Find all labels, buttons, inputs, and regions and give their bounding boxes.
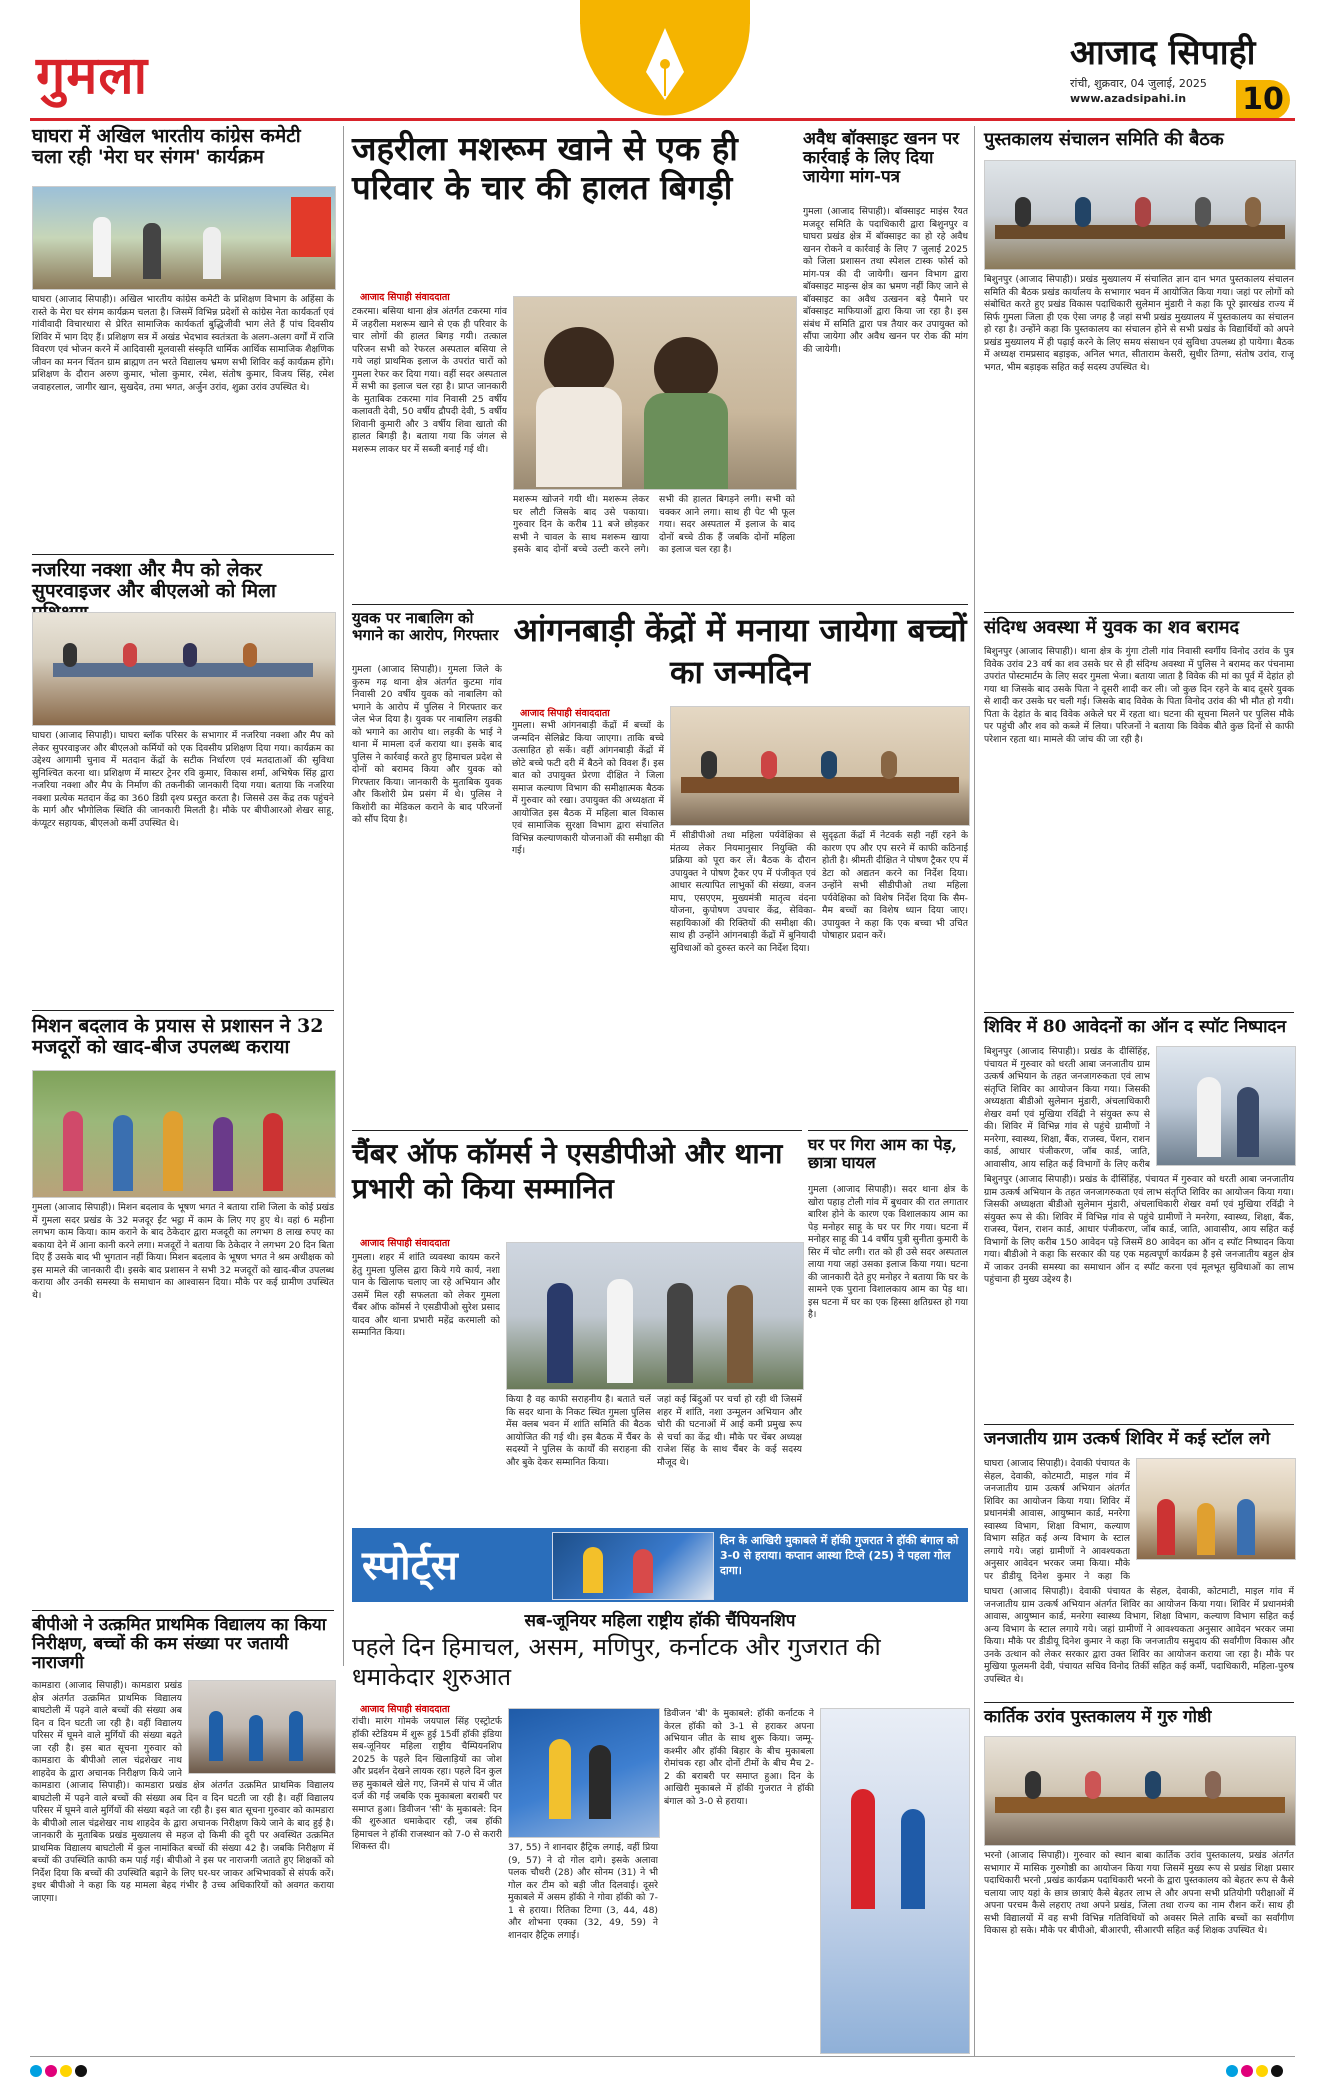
feature-headline: चैंबर ऑफ कॉमर्स ने एसडीपीओ और थाना प्रभारी को किया सम्मानित — [352, 1137, 783, 1205]
column-rule — [343, 126, 344, 1666]
story-headline: शिविर में 80 आवेदनों का ऑन द स्पॉट निष्पादन — [984, 1017, 1287, 1037]
story-body: गुमला (आजाद सिपाही)। सदर थाना क्षेत्र के खोरा पहाड़ टोली गांव में बुधवार की रात लगातार बारिश होने के कारण एक विशालकाय आम का पेड़ मनोहर साहू के घर पर गिर गया। घटना में मनोहर साहू की 14 वर्षीय पुत्री सुनीता कुमारी के सिर में चोट लगी। रात को ही उसे सदर अस्पताल लाया गया जहां उसका इलाज किया गया। घटना की जानकारी देते हुए मनोहर ने बताया कि घर के सामने एक पुराना विशालकाय आम का पेड़ था। इस घटना में घर का एक हिस्सा क्षतिग्रस्त हो गया है। — [808, 1184, 968, 1321]
felicitation-photo — [506, 1242, 804, 1390]
registration-marks-right — [1226, 2062, 1286, 2081]
story-body: बिशुनपुर (आजाद सिपाही)। थाना क्षेत्र के गुंगा टोली गांव निवासी स्वर्गीय विनोद उरांव के पुत्र विवेक उरांव 23 वर्ष का शव उसके घर से ही संदिग्ध अवस्था में पुलिस ने बरामद कर पंचनामा उपरांत पोस्टमार्टम के लिए सदर गुमला भेजा। बताया जाता है विवेक की मां का पूर्व में देहांत हो गया था जिसके बाद उसके पिता ने दूसरी शादी कर ली। जो कुछ दिन रहने के बाद दूसरे युवक से शादी कर उसके घर चली गई। जिसके बाद विवेक के पिता विनोद उरांव की भी मौत हो गयी। पिता के देहांत के बाद विवेक अकेले घर में रहता था। घटना की सूचना मिलने पर पुलिस मौके पर पहुंची और शव को कब्जे में लिया। परिजनों ने बताया कि विवेक बीते कुछ दिनों से काफी परेशान रहता था। मामले की जांच की जा रही है। — [984, 646, 1294, 745]
story-headline: कार्तिक उरांव पुस्तकालय में गुरु गोष्ठी — [984, 1707, 1212, 1727]
story-divider — [352, 604, 968, 605]
story-photo — [984, 160, 1296, 270]
sports-kicker: सब-जूनियर महिला राष्ट्रीय हॉकी चैंपियनशिप — [524, 1611, 796, 1631]
story-photo — [188, 1680, 336, 1774]
story-body: गुमला (आजाद सिपाही)। मिशन बदलाव के भूषण भगत ने बताया राशि जिला के कोई प्रखंड में गुमला सदर प्रखंड के 32 मजदूर ईंट भट्ठा में काम के लिए गए हुए थे। वहां 6 महीना लगभग काम किया। काम कराने के बाद ठेकेदार द्वारा मजदूरी का लगभग 8 लाख रुपए का बकाया देने में आना कानी करने लगा। मजदूरों ने बताया कि ठेकेदार ने लगभग 20 दिन बिता दिए हैं उसके बाद भी भुगतान नहीं किया। मिशन बदलाव के भूषण भगत ने श्रम अधीक्षक को इस मामले की जानकारी दी। इसके बाद प्रशासन ने सभी 32 मजदूरों को खाद-बीज उपलब्ध कराया और उनकी समस्या के समाधान का आश्वासन दिया। मौके पर कई ग्रामीण उपस्थित थे। — [32, 1202, 334, 1301]
story-body-continued: कामडारा (आजाद सिपाही)। कामडारा प्रखंड क्षेत्र अंतर्गत उत्क्रमित प्राथमिक विद्यालय बाघटोली में पढ़ने वाले बच्चों की संख्या अब दिन व दिन घटती जा रही है। वहीं विद्यालय परिसर में घूमने वाले मुर्गियों की संख्या बढ़ते जा रही है। इस बात सूचना गुरुवार को कामडारा के बीपीओ लाल चंद्रशेखर नाथ शाहदेव के द्वारा अचानक निरीक्षण किये जाने के बाद हुई है। जानकारी के मुताबिक प्रखंड मुख्यालय से महज दो किमी की दूरी पर अवस्थित उत्क्रमित प्राथमिक विद्यालय बाघटोली में कुल नामांकित बच्चों की संख्या 42 है। जबकि निरीक्षण में बच्चों की उपस्थिति काफी कम पाई गई। बीपीओ ने इस पर नाराजगी जताते हुए शिक्षकों को निर्देश दिया कि बच्चों की उपस्थिति बढ़ाने के लिए घर-घर जाकर अभिभावकों से संपर्क करें। इधर बीपीओ ने कहा कि यह मामला बेहद गंभीर है उच्च अधिकारियों को अवगत कराया जाएगा। — [32, 1780, 334, 1904]
story-headline: युवक पर नाबालिग को भगाने का आरोप, गिरफ्तार — [352, 609, 499, 644]
story-body-continued: डिवीजन 'बी' के मुकाबले: हॉकी कर्नाटक ने केरल हॉकी को 3-1 से हराकर अपना अभियान जीत के साथ शुरू किया। जम्मू-कश्मीर और हॉकी बिहार के बीच मुकाबला रोमांचक रहा और दोनों टीमों के बीच मैच 2-2 की बराबरी पर समाप्त हुआ। दिन के आखिरी मुकाबले में हॉकी गुजरात ने हॉकी बंगाल को 3-0 से हराया। — [664, 1708, 814, 1807]
story-photo — [32, 186, 336, 290]
pen-nib-emblem — [580, 0, 750, 118]
story-body: गुमला (आजाद सिपाही)। गुमला जिले के कुरुम गढ़ थाना क्षेत्र अंतर्गत कुटमा गांव निवासी 20 वर्षीय युवक को नाबालिग को भगाने के आरोप में पुलिस ने गिरफ्तार कर जेल भेज दिया है। युवक पर नाबालिग लड़की को भगाने का आरोप था। लड़की के भाई ने थाना में मामला दर्ज कराया था। इसके बाद पुलिस ने कार्रवाई करते हुए हिमाचल प्रदेश से दोनों को बरामद किया और युवक को गिरफ्तार किया। जानकारी के मुताबिक युवक और किशोरी प्रेम प्रसंग में थे। पुलिस ने किशोरी का मेडिकल कराने के बाद परिजनों को सौंप दिया है। — [352, 664, 502, 826]
column-rule — [974, 126, 975, 2056]
story-body: गुमला। शहर में शांति व्यवस्था कायम करने हेतु गुमला पुलिस द्वारा किये गये कार्य, नशा पान के खिलाफ चलाए जा रहे अभियान और उसमें मिल रही सफलता को लेकर गुमला चैंबर ऑफ कॉमर्स ने एसडीपीओ सुरेश प्रसाद यादव और थाना प्रभारी महेंद्र करमाली को सम्मानित किया। — [352, 1252, 500, 1339]
story-headline: अवैध बॉक्साइट खनन पर कार्रवाई के लिए दिया जायेगा मांग-पत्र — [803, 129, 960, 188]
story-photo — [984, 1736, 1296, 1846]
story-divider — [984, 1702, 1294, 1703]
story-headline: जनजातीय ग्राम उत्कर्ष शिविर में कई स्टॉल लगे — [984, 1429, 1270, 1449]
story-divider — [32, 1010, 334, 1011]
meeting-photo — [670, 706, 970, 826]
story-headline: नजरिया नक्शा और मैप को लेकर सुपरवाइजर और बीएलओ को मिला — [32, 559, 276, 603]
story-body-continued: बिशुनपुर (आजाद सिपाही)। प्रखंड के दीसिंहिंह, पंचायत में गुरुवार को धरती आबा जनजातीय ग्राम उत्कर्ष अभियान के तहत जनजागरुकता एवं लाभ संतृप्ति शिविर का आयोजन किया गया। जिसकी अध्यक्षता बीडीओ सुलेमान मुंडारी, अंचलाधिकारी शेखर वर्मा एवं मुखिया रविंद्री ने संयुक्त रूप से की। शिविर में विभिन्न गांव से पहुंचे ग्रामीणों ने मनरेगा, स्वास्थ्य, शिक्षा, बैंक, राजस्व, पेंशन, राशन कार्ड, आधार पंजीकरण, जॉब कार्ड, जाति, आवासीय, आय सहित कई विभागों के लिए करीब 150 आवेदन पड़े जिसमें 80 आवेदन का ऑन द स्पॉट निष्पादन किया गया। बीडीओ ने कहा कि सरकार की यह एक महत्वपूर्ण कार्यक्रम है इसे जनजातीय बहुल क्षेत्र में जाकर उनकी समस्या का समाधान ऑन द स्पॉट करना एवं मूलभूत सुविधाओं का लाभ पहुंचाना ही मुख्य उद्देश्य है। — [984, 1174, 1294, 1286]
story-headline: संदिग्ध अवस्था में युवक का शव बरामद — [984, 617, 1240, 638]
story-body-continued: घाघरा (आजाद सिपाही)। देवाकी पंचायत के सेहल, देवाकी, कोटमाटी, माइल गांव में जनजातीय ग्राम उत्कर्ष अभियान अंतर्गत शिविर का आयोजन किया गया। शिविर में प्रधानमंत्री आवास, आयुष्मान कार्ड, मनरेगा स्वास्थ्य विभाग, शिक्षा विभाग, कल्याण विभाग सहित कई अन्य विभाग के स्टाल लगाये गये। जहां ग्रामीणों ने आवश्यकता अनुसार आवेदन भरकर जमा किया। मौके पर डीडीयू दिनेश कुमार ने कहा कि जनजातीय समुदाय की सर्वांगीण विकास और उनके उत्थान को लेकर सरकार द्वारा उक्त शिविर का आयोजन कराया जा रहा है। मौके पर मुखिया फूलमनी देवी, पंचायत सचिव विनोद तिर्की सहित कई कर्मी, पदाधिकारी, महिला-पुरुष उपस्थित थे। — [984, 1586, 1294, 1685]
story-body: घाघरा (आजाद सिपाही)। घाघरा ब्लॉक परिसर के सभागार में नजरिया नक्शा और मैप को लेकर सुपरवाइजर और बीएलओ कर्मियों को एक दिवसीय प्रशिक्षण दिया गया। कार्यक्रम का उद्देश्य आगामी चुनाव में मतदान केंद्रों के सटीक निर्धारण एवं मतदाताओं की सुविधा सुनिश्चित करना था। प्रशिक्षण में मास्टर ट्रेनर रवि कुमार, विकास शर्मा, अभिषेक सिंह द्वारा नजरिया नक्शा और मैप के निर्माण की तकनीकी जानकारी दिया गया। बताया कि नजरिया नक्शा प्रत्येक मतदान केंद्र का 360 डिग्री दृश्य प्रस्तुत करता है। जिससे उस केंद्र तक पहुंचने के मार्ग और भौगोलिक स्थिति की जानकारी मिलती है। मौके पर बीपीआरओ शेखर साहू, कंप्यूटर सहायक, बीएलओ कर्मी उपस्थित थे। — [32, 730, 334, 829]
story-body-continued: 37, 55) ने शानदार हैट्रिक लगाई, वहीं प्रिया (9, 57) ने दो गोल दागे। इसके अलावा पलक चौधरी (28) और सोनम (31) ने भी गोल कर टीम को बड़ी जीत दिलवाई। दूसरे मुकाबले में असम हॉकी ने गोवा हॉकी को 7-1 से हराया। रितिका टिग्गा (3, 44, 48) और शोभना एक्का (32, 49, 59) ने शानदार हैट्रिक लगाई। — [508, 1842, 658, 1941]
story-photo — [1136, 1458, 1296, 1560]
story-divider — [984, 1424, 1294, 1425]
byline: आजाद सिपाही संवाददाता — [360, 1704, 450, 1715]
paper-name: आजाद सिपाही — [1070, 33, 1256, 73]
story-body: टकरमा। बसिया थाना क्षेत्र अंतर्गत टकरमा गांव में जहरीला मशरूम खाने से एक ही परिवार के चार लोगों की हालत बिगड़ गयी। तत्काल परिजन सभी को रेफरल अस्पताल बसिया ले गये जहां प्राथमिक इलाज के उपरांत चारों को गुमला रेफर कर दिया गया। वहीं सदर अस्पताल में सभी का इलाज चल रहा है। प्राप्त जानकारी के मुताबिक टकरमा गांव निवासी 25 वर्षीय कलावती देवी, 50 वर्षीय द्रौपदी देवी, 5 वर्षीय शिवानी कुमारी और 3 वर्षीय शिवा खातो की हालत बिगड़ी है। बताया गया कि जंगल से मशरूम लाकर घर में सब्जी बनाई गई थी। — [352, 306, 507, 455]
byline: आजाद सिपाही संवाददाता — [360, 292, 450, 303]
story-headline: पुस्तकालय संचालन समिति की बैठक — [984, 129, 1224, 150]
story-body-continued: में सीडीपीओ तथा महिला पर्यवेक्षिका से मंतव्य लेकर नियमानुसार नियुक्ति की प्रक्रिया को पूरा कर लें। बैठक के दौरान उपायुक्त ने पोषण ट्रैकर एप में पंजीकृत एवं आधार सत्यापित लाभुकों की संख्या, वजन माप, एसएएम, मुख्यमंत्री मातृत्व वंदना योजना, कुपोषण उपचार केंद्र, सेविका-सहायिकाओं की रिक्तियों की समीक्षा की। साथ ही उन्होंने आंगनबाड़ी केंद्रों में बुनियादी सुविधाओं को दुरुस्त करने का निर्देश दिया। — [670, 830, 816, 954]
story-body: घाघरा (आजाद सिपाही)। देवाकी पंचायत के सेहल, देवाकी, कोटमाटी, माइल गांव में जनजातीय ग्राम उत्कर्ष अभियान अंतर्गत शिविर का आयोजन किया गया। शिविर में प्रधानमंत्री आवास, आयुष्मान कार्ड, मनरेगा स्वास्थ्य विभाग, शिक्षा विभाग, कल्याण विभाग सहित कई अन्य विभाग के स्टाल लगाये गये। जहां ग्रामीणों ने आवश्यकता अनुसार आवेदन भरकर जमा किया। मौके पर डीडीयू दिनेश कुमार ने कहा कि — [984, 1458, 1130, 1582]
page-number: 10 — [1236, 80, 1290, 120]
story-congress-program — [32, 126, 334, 169]
byline: आजाद सिपाही संवाददाता — [360, 1238, 450, 1249]
story-body: बिशुनपुर (आजाद सिपाही)। प्रखंड मुख्यालय में संचालित ज्ञान दान भगत पुस्तकालय संचालन समिति की बैठक प्रखंड कार्यालय के सभागार भवन में आयोजित किया गया। जहां पर लोगों को संबोधित करते हुए प्रखंड विकास पदाधिकारी सुलेमान मुंडारी ने कहा कि पूरे झारखंड राज्य में सिर्फ गुमला जिला ही एक ऐसा जगह है जहां सभी प्रखंड मुख्यालय में पुस्तकालय का संचालन हो रहा है। उन्होंने कहा कि पुस्तकालय का संचालन होने से सभी प्रखंड के विद्यार्थियों को अपने प्रखंड मुख्यालय में ही पढ़ाई करने के लिए समय संसाधन एवं सुविधा उपलब्ध हो पायेगा। बैठक में अध्यक्ष रामप्रसाद बड़ाइक, अनिल भगत, सीताराम केसरी, सुधीर तिग्गा, संतोष उरांव, राजू भगत, भीम बड़ाइक सहित कई सदस्य उपस्थित थे। — [984, 274, 1294, 373]
sports-teaser: दिन के आखिरी मुकाबले में हॉकी गुजरात ने हॉकी बंगाल को 3-0 से हराया। कप्तान आस्था टिप्ले (25) ने पहला गोल दागा। — [720, 1534, 959, 1577]
registration-marks-left — [30, 2062, 90, 2081]
lead-headline: जहरीला मशरूम खाने से एक ही परिवार के चार की हालत बिगड़ी — [352, 129, 738, 207]
story-headline: घर पर गिरा आम का पेड़, छात्रा घायल — [808, 1135, 957, 1172]
sports-label: स्पोर्ट्स — [362, 1542, 458, 1589]
story-body: रांची। मारंग गोमके जयपाल सिंह एस्ट्रोटर्फ हॉकी स्टेडियम में शुरू हुई 15वीं हॉकी इंडिया सब-जूनियर महिला राष्ट्रीय चैम्पियनशिप 2025 के पहले दिन खिलाड़ियों का जोश और प्रदर्शन देखने लायक रहा। पहले दिन कुल छह मुकाबले खेले गए, जिनमें से पांच में जीत दर्ज की गई जबकि एक मुकाबला बराबरी पर समाप्त हुआ। डिवीजन 'सी' के मुकाबले: दिन की शुरुआत धमाकेदार रही, जब हॉकी हिमाचल ने हॉकी राजस्थान को 7-0 से करारी शिकस्त दी। — [352, 1716, 502, 1853]
hockey-photo — [508, 1708, 660, 1838]
website: www.azadsipahi.in — [1070, 92, 1187, 105]
story-headline: मिशन बदलाव के प्रयास से प्रशासन ने 32 मजदूरों को खाद-बीज उपलब्ध कराया — [32, 1015, 324, 1059]
masthead — [0, 0, 1325, 120]
story-body-continued: जहां कई बिंदुओं पर चर्चा हो रही थी जिसमें शहर में शांति, नशा उन्मूलन अभियान और चोरी की घटनाओं में आई कमी प्रमुख रूप से चर्चा का केंद्र थी। मौके पर चेंबर अध्यक्ष राजेश सिंह के साथ चैंबर के कई सदस्य मौजूद थे। — [657, 1394, 802, 1468]
story-body-continued: मशरूम खोजने गयी थी। मशरूम लेकर घर लौटी जिसके बाद उसे पकाया। गुरुवार दिन के करीब 11 बजे छोड़कर सभी ने चावल के साथ मशरूम खाया इसके बाद दोनों बच्चे उल्टी करने लगे। सभी की हालत बिगड़ने लगी। सभी को चक्कर आने लगा। साथ ही पेट भी फूल गया। सदर अस्पताल में इलाज के बाद दोनों बच्चे ठीक हैं जबकि दोनों महिला का इलाज चल रहा है। — [513, 494, 795, 556]
story-body: गुमला (आजाद सिपाही)। बॉक्साइट माइंस रैयत मजदूर समिति के पदाधिकारी द्वारा बिशुनपुर व घाघरा प्रखंड क्षेत्र में बॉक्साइट का हो रहे अवैध खनन रोकने व कार्रवाई के लिए 7 जुलाई 2025 को जिला प्रशासन तथा स्पेशल टास्क फोर्स को मांग-पत्र की दी जायेगी। खनन विभाग द्वारा बॉक्साइट माइन्स क्षेत्र का भ्रमण नहीं किए जाने से बॉक्साइट का अवैध उत्खनन बड़े पैमाने पर बॉक्साइट माफियाओं द्वारा किया जा रहा है। इस संबंध में समिति द्वारा पत्र तैयार कर उपायुक्त को सौंपा जायेगा और अवैध खनन पर रोक की मांग की जायेगी। — [803, 206, 968, 355]
story-divider — [808, 1130, 968, 1131]
section-name: गुमला — [36, 45, 149, 106]
story-body: गुमला। सभी आंगनबाड़ी केंद्रों में बच्चों के जन्मदिन सेलिब्रेट किया जाएगा। ताकि बच्चे उत्साहित हो सकें। वहीं आंगनबाड़ी केंद्रों में छोटे बच्चे फटी दरी में बैठने को विवश हैं। इस बात को उपायुक्त प्रेरणा दीक्षित ने जिला समाज कल्याण विभाग की समीक्षात्मक बैठक में गुरुवार को रखा। उपायुक्त की अध्यक्षता में आयोजित इस बैठक में महिला बाल विकास एवं सामाजिक सुरक्षा विभाग द्वारा संचालित विभिन्न कल्याणकारी योजनाओं की समीक्षा की गई। — [512, 720, 664, 857]
story-body-continued: किया है वह काफी सराहनीय है। बताते चलें कि सदर थाना के निकट स्थित गुमला पुलिस मेंस क्लब भवन में शांति समिति की बैठक आयोजित की गई थी। इस बैठक में चैंबर के सदस्यों ने पुलिस के कार्यों की सराहना की और बुके देकर सम्मानित किया। — [506, 1394, 651, 1468]
story-body: बिशुनपुर (आजाद सिपाही)। प्रखंड के दीसिंहिंह, पंचायत में गुरुवार को धरती आबा जनजातीय ग्राम उत्कर्ष अभियान के तहत जनजागरुकता एवं लाभ संतृप्ति शिविर का आयोजन किया गया। जिसकी अध्यक्षता बीडीओ सुलेमान मुंडारी, अंचलाधिकारी शेखर वर्मा एवं मुखिया रविंद्री ने संयुक्त रूप से की। शिविर में विभिन्न गांव से पहुंचे ग्रामीणों ने मनरेगा, स्वास्थ्य, शिक्षा, बैंक, राजस्व, पेंशन, राशन कार्ड, आधार पंजीकरण, जॉब कार्ड, जाति, आवासीय, आय सहित कई विभागों के लिए करीब — [984, 1046, 1150, 1170]
sports-banner — [352, 1528, 968, 1602]
story-headline: घाघरा में अखिल भारतीय कांग्रेस कमेटी चला रही 'मेरा घर संगम' कार्यक्रम — [32, 125, 301, 169]
story-divider — [984, 1012, 1294, 1013]
story-divider — [32, 554, 334, 555]
story-body: कामडारा (आजाद सिपाही)। कामडारा प्रखंड क्षेत्र अंतर्गत उत्क्रमित प्राथमिक विद्यालय बाघटोली में पढ़ने वाले बच्चों की संख्या अब दिन व दिन घटती जा रही है। वहीं विद्यालय परिसर में घूमने वाले मुर्गियों की संख्या बढ़ते जा रही है। इस बात सूचना गुरुवार को कामडारा के बीपीओ लाल चंद्रशेखर नाथ शाहदेव के द्वारा अचानक निरीक्षण किये जाने — [32, 1680, 182, 1778]
story-body-continued: सुदृढ़ता केंद्रों में नेटवर्क सही नहीं रहने के कारण एप और एप सरने में काफी कठिनाई होती है। श्रीमती दीक्षित ने पोषण ट्रैकर एप में डेटा को अद्यतन करने का निर्देश दिया। उन्होंने सभी सीडीपीओ तथा महिला पर्यवेक्षिका को विशेष निर्देश दिया कि सैम-मैम बच्चों का विशेष ध्यान दिया जाए। उपायुक्त ने कहा कि एक बच्चा भी उचित पोषाहार प्रदान करें। — [822, 830, 968, 942]
story-divider — [984, 612, 1294, 613]
story-photo — [32, 1070, 336, 1198]
story-body: घाघरा (आजाद सिपाही)। अखिल भारतीय कांग्रेस कमेटी के प्रशिक्षण विभाग के अहिंसा के रास्ते के मेरा घर संगम कार्यक्रम चलता है। जिसमें विभिन्न प्रदेशों से कांग्रेस नेता कार्यकर्ता एवं गांवीवादी विचारधारा से प्रेरित सामाजिक कार्यकर्ता बुद्धिजीवी भाग लेते हैं पांच दिवसीय शिविर में भाग दिए हैं। प्रशिक्षण सत्र में अखंड भेदभाव स्वतंत्रता के अलग-अलग वर्गों में राजि विवरण एवं भोजन करने में आदिवासी मूलवासी संस्कृति धार्मिक आर्थिक सामाजिक शैक्षणिक जीवन का मनन चिंतन ग्राम ब्राह्मण तन भरते विद्यालय भ्रमण सभी शिविर कई कार्यक्रम होंगे। प्रशिक्षण के दौरान अरुण कुमार, भोला कुमार, रमेश, संतोष कुमार, विजय सिंह, रमेश जवाहरलाल, जागीर खान, सुखदेव, तमा भगत, अर्जुन उरांव, शुक्रा उरांव उपस्थित थे। — [32, 294, 334, 393]
sports-headline: पहले दिन हिमाचल, असम, मणिपुर, कर्नाटक और गुजरात की धमाकेदार शुरुआत — [352, 1633, 881, 1691]
story-photo — [32, 612, 336, 726]
story-photo — [1156, 1046, 1296, 1166]
hockey-photo — [820, 1708, 970, 2054]
masthead-rule — [30, 118, 1295, 121]
story-divider — [352, 1130, 802, 1131]
byline: आजाद सिपाही संवाददाता — [520, 708, 610, 719]
lead-photo-children — [513, 296, 797, 490]
sports-banner-photo — [552, 1532, 714, 1600]
footer-rule — [30, 2056, 1295, 2057]
story-body: भरनो (आजाद सिपाही)। गुरुवार को स्थान बाबा कार्तिक उरांव पुस्तकालय, प्रखंड अंतर्गत सभागार में मासिक गुरुगोष्ठी का आयोजन किया गया जिसमें मुख्य रूप से प्रखंड शिक्षा प्रसार पदाधिकारी भरनो ,प्रखंड कार्यक्रम पदाधिकारी भरनो के द्वारा पुस्तकालय को बेहतर रूप से कैसे चलाया जाए यहां के छात्र छात्राएं कैसे बेहतर लाभ ले और अपना सभी प्रतियोगी परीक्षाओं में अपना परचम कैसे लहराए तथा अपने प्रखंड, जिला तथा राज्य का नाम रौशन करें। साथ ही सभी विद्यालयों में वह सभी विभिन्न गतिविधियों को अवसर मिले ताकि बच्चों का सर्वांगीण विकास हो सके। मौके पर बीपीओ, बीआरपी, सीआरपी सहित कई शिक्षक उपस्थित थे। — [984, 1850, 1294, 1937]
story-divider — [32, 1610, 334, 1611]
feature-headline: आंगनबाड़ी केंद्रों में मनाया जायेगा बच्चों का जन्मदिन — [513, 611, 967, 691]
story-headline: बीपीओ ने उत्क्रमित प्राथमिक विद्यालय का किया निरीक्षण, बच्चों की कम संख्या पर जतायी नाराजगी — [32, 1615, 327, 1674]
dateline: रांची, शुक्रवार, 04 जुलाई, 2025 — [1070, 77, 1207, 90]
